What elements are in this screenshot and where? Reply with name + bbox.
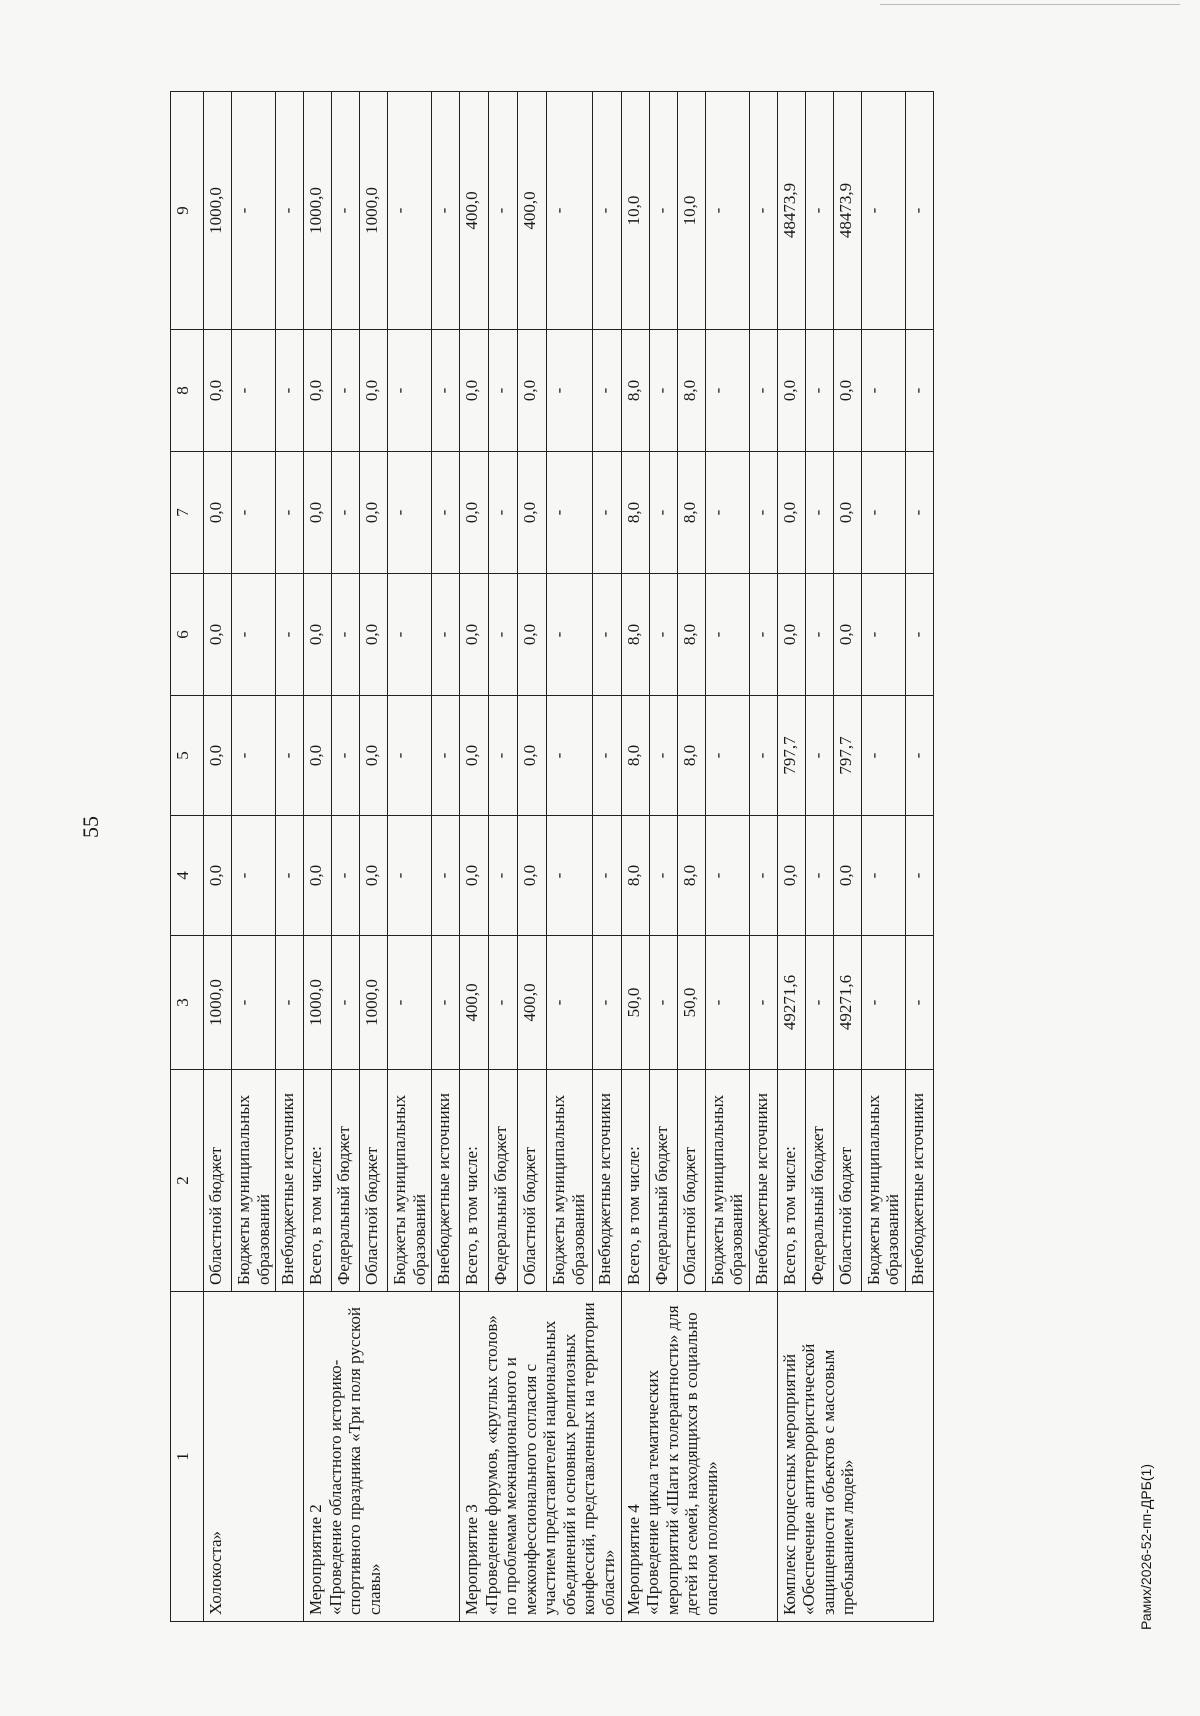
value-cell: - — [332, 574, 360, 696]
funding-source-cell: Внебюджетные источники — [749, 1070, 777, 1292]
value-cell: - — [905, 574, 933, 696]
value-cell: - — [905, 330, 933, 452]
value-cell: 0,0 — [360, 452, 388, 574]
value-cell: 1000,0 — [360, 92, 388, 330]
value-cell: - — [489, 936, 518, 1070]
value-cell: - — [905, 936, 933, 1070]
value-cell: - — [232, 816, 276, 936]
value-cell: - — [749, 574, 777, 696]
value-cell: - — [432, 330, 460, 452]
value-cell: - — [388, 92, 432, 330]
value-cell: - — [432, 696, 460, 816]
value-cell: - — [332, 92, 360, 330]
value-cell: 0,0 — [833, 816, 861, 936]
value-cell: 50,0 — [621, 936, 649, 1070]
event-name-cell: Мероприятие 3 «Проведение форумов, «круглых столов» по проблемам межнационального и межконфессионального согласия с участием представителей национальных объединений и основных религиозных конфессий, представленных на территории области» — [460, 1292, 621, 1622]
value-cell: 8,0 — [677, 574, 705, 696]
value-cell: 0,0 — [460, 574, 489, 696]
value-cell: - — [276, 816, 304, 936]
value-cell: - — [388, 574, 432, 696]
value-cell: - — [489, 452, 518, 574]
value-cell: - — [705, 816, 749, 936]
value-cell: - — [649, 92, 677, 330]
value-cell: 10,0 — [621, 92, 649, 330]
value-cell: - — [276, 92, 304, 330]
column-header: 7 — [171, 452, 204, 574]
value-cell: - — [232, 330, 276, 452]
column-header: 1 — [171, 1292, 204, 1622]
value-cell: 0,0 — [360, 574, 388, 696]
value-cell: 8,0 — [621, 574, 649, 696]
event-name-cell: Мероприятие 4 «Проведение цикла тематических мероприятий «Шаги к толерантности» для детей из семей, находящихся в социально опасном положении» — [621, 1292, 777, 1622]
value-cell: 0,0 — [777, 574, 805, 696]
value-cell: - — [805, 936, 833, 1070]
funding-source-cell: Бюджеты муниципальных образований — [705, 1070, 749, 1292]
funding-source-cell: Всего, в том числе: — [460, 1070, 489, 1292]
value-cell: - — [905, 92, 933, 330]
table-row — [777, 92, 805, 1622]
funding-source-cell: Бюджеты муниципальных образований — [388, 1070, 432, 1292]
value-cell: - — [592, 452, 621, 574]
value-cell: - — [276, 574, 304, 696]
value-cell: - — [649, 816, 677, 936]
value-cell: 0,0 — [777, 330, 805, 452]
value-cell: - — [861, 452, 905, 574]
value-cell: - — [432, 936, 460, 1070]
funding-source-cell: Областной бюджет — [518, 1070, 547, 1292]
value-cell: 0,0 — [360, 330, 388, 452]
value-cell: - — [805, 696, 833, 816]
value-cell: - — [905, 696, 933, 816]
value-cell: 8,0 — [677, 452, 705, 574]
value-cell: - — [547, 452, 593, 574]
value-cell: - — [388, 696, 432, 816]
value-cell: 1000,0 — [304, 92, 332, 330]
value-cell: 1000,0 — [204, 92, 232, 330]
value-cell: - — [489, 574, 518, 696]
value-cell: - — [861, 574, 905, 696]
value-cell: 0,0 — [304, 816, 332, 936]
value-cell: 0,0 — [304, 696, 332, 816]
value-cell: - — [705, 936, 749, 1070]
value-cell: - — [432, 816, 460, 936]
value-cell: - — [432, 92, 460, 330]
value-cell: 0,0 — [204, 574, 232, 696]
value-cell: 0,0 — [460, 816, 489, 936]
value-cell: - — [276, 330, 304, 452]
value-cell: - — [432, 452, 460, 574]
value-cell: 0,0 — [360, 816, 388, 936]
value-cell: - — [749, 92, 777, 330]
value-cell: 48473,9 — [833, 92, 861, 330]
funding-source-cell: Федеральный бюджет — [805, 1070, 833, 1292]
funding-source-cell: Областной бюджет — [360, 1070, 388, 1292]
value-cell: - — [232, 574, 276, 696]
value-cell: - — [547, 330, 593, 452]
column-header: 6 — [171, 574, 204, 696]
value-cell: - — [805, 816, 833, 936]
value-cell: 49271,6 — [833, 936, 861, 1070]
funding-source-cell: Внебюджетные источники — [592, 1070, 621, 1292]
value-cell: 10,0 — [677, 92, 705, 330]
funding-source-cell: Всего, в том числе: — [621, 1070, 649, 1292]
value-cell: - — [592, 816, 621, 936]
value-cell: - — [388, 936, 432, 1070]
column-header: 5 — [171, 696, 204, 816]
value-cell: - — [861, 696, 905, 816]
value-cell: - — [749, 696, 777, 816]
value-cell: 0,0 — [304, 574, 332, 696]
value-cell: - — [232, 936, 276, 1070]
value-cell: - — [547, 816, 593, 936]
value-cell: - — [905, 816, 933, 936]
value-cell: - — [649, 936, 677, 1070]
value-cell: 0,0 — [304, 452, 332, 574]
value-cell: 0,0 — [518, 816, 547, 936]
table-row — [460, 92, 489, 1622]
value-cell: 0,0 — [833, 574, 861, 696]
value-cell: - — [232, 696, 276, 816]
value-cell: - — [592, 92, 621, 330]
value-cell: 0,0 — [518, 696, 547, 816]
value-cell: 0,0 — [777, 452, 805, 574]
value-cell: 400,0 — [460, 92, 489, 330]
value-cell: - — [805, 574, 833, 696]
value-cell: - — [489, 696, 518, 816]
funding-source-cell: Всего, в том числе: — [777, 1070, 805, 1292]
value-cell: - — [705, 574, 749, 696]
value-cell: - — [388, 330, 432, 452]
value-cell: - — [749, 816, 777, 936]
value-cell: - — [592, 696, 621, 816]
column-header: 2 — [171, 1070, 204, 1292]
value-cell: - — [276, 936, 304, 1070]
value-cell: 0,0 — [460, 330, 489, 452]
value-cell: - — [705, 452, 749, 574]
value-cell: 8,0 — [621, 330, 649, 452]
value-cell: - — [332, 816, 360, 936]
value-cell: - — [649, 452, 677, 574]
value-cell: 8,0 — [621, 452, 649, 574]
value-cell: - — [861, 92, 905, 330]
value-cell: - — [489, 92, 518, 330]
value-cell: 50,0 — [677, 936, 705, 1070]
value-cell: - — [749, 936, 777, 1070]
table-row — [621, 92, 649, 1622]
value-cell: 8,0 — [677, 816, 705, 936]
column-header: 9 — [171, 92, 204, 330]
value-cell: 0,0 — [204, 330, 232, 452]
value-cell: - — [592, 330, 621, 452]
value-cell: - — [276, 452, 304, 574]
value-cell: - — [489, 816, 518, 936]
column-header: 3 — [171, 936, 204, 1070]
funding-source-cell: Бюджеты муниципальных образований — [547, 1070, 593, 1292]
value-cell: 48473,9 — [777, 92, 805, 330]
value-cell: - — [388, 452, 432, 574]
event-name-cell: Комплекс процессных мероприятий «Обеспечение антитеррористической защищенности объектов с массовым пребыванием людей» — [777, 1292, 933, 1622]
value-cell: 1000,0 — [304, 936, 332, 1070]
budget-table-container — [170, 92, 934, 1622]
value-cell: - — [805, 92, 833, 330]
value-cell: 400,0 — [460, 936, 489, 1070]
table-row — [304, 92, 332, 1622]
table-row — [204, 92, 232, 1622]
funding-source-cell: Внебюджетные источники — [432, 1070, 460, 1292]
budget-table — [170, 91, 934, 1622]
value-cell: 1000,0 — [204, 936, 232, 1070]
value-cell: - — [905, 452, 933, 574]
value-cell: - — [592, 936, 621, 1070]
funding-source-cell: Всего, в том числе: — [304, 1070, 332, 1292]
funding-source-cell: Бюджеты муниципальных образований — [861, 1070, 905, 1292]
value-cell: - — [332, 452, 360, 574]
value-cell: - — [705, 92, 749, 330]
value-cell: - — [705, 330, 749, 452]
table-body — [204, 92, 934, 1622]
value-cell: - — [649, 696, 677, 816]
value-cell: 0,0 — [777, 816, 805, 936]
value-cell: - — [592, 574, 621, 696]
funding-source-cell: Областной бюджет — [204, 1070, 232, 1292]
value-cell: 400,0 — [518, 92, 547, 330]
value-cell: 0,0 — [204, 696, 232, 816]
funding-source-cell: Областной бюджет — [833, 1070, 861, 1292]
value-cell: - — [805, 330, 833, 452]
event-name-cell: Мероприятие 2 «Проведение областного историко-спортивного праздника «Три поля русской славы» — [304, 1292, 460, 1622]
value-cell: - — [232, 452, 276, 574]
value-cell: - — [547, 92, 593, 330]
value-cell: 1000,0 — [360, 936, 388, 1070]
value-cell: 0,0 — [833, 330, 861, 452]
funding-source-cell: Бюджеты муниципальных образований — [232, 1070, 276, 1292]
column-header: 8 — [171, 330, 204, 452]
value-cell: 797,7 — [833, 696, 861, 816]
event-name-cell: Холокоста» — [204, 1292, 304, 1622]
value-cell: 49271,6 — [777, 936, 805, 1070]
value-cell: - — [232, 92, 276, 330]
column-header: 4 — [171, 816, 204, 936]
value-cell: - — [547, 574, 593, 696]
value-cell: - — [705, 696, 749, 816]
value-cell: 0,0 — [518, 330, 547, 452]
value-cell: 0,0 — [833, 452, 861, 574]
funding-source-cell: Внебюджетные источники — [905, 1070, 933, 1292]
value-cell: - — [861, 936, 905, 1070]
funding-source-cell: Федеральный бюджет — [332, 1070, 360, 1292]
value-cell: 400,0 — [518, 936, 547, 1070]
value-cell: 8,0 — [621, 696, 649, 816]
value-cell: - — [749, 452, 777, 574]
value-cell: - — [805, 452, 833, 574]
document-code: Рамих/2026-52-пп-ДРБ(1) — [1138, 1464, 1154, 1630]
funding-source-cell: Областной бюджет — [677, 1070, 705, 1292]
value-cell: 8,0 — [621, 816, 649, 936]
value-cell: 0,0 — [204, 452, 232, 574]
value-cell: 8,0 — [677, 330, 705, 452]
value-cell: 0,0 — [518, 574, 547, 696]
value-cell: - — [332, 936, 360, 1070]
column-number-row — [171, 92, 204, 1622]
scan-edge-line — [880, 4, 1180, 5]
value-cell: 0,0 — [460, 452, 489, 574]
value-cell: - — [861, 816, 905, 936]
funding-source-cell: Федеральный бюджет — [649, 1070, 677, 1292]
value-cell: - — [489, 330, 518, 452]
value-cell: 0,0 — [460, 696, 489, 816]
value-cell: - — [547, 936, 593, 1070]
value-cell: - — [749, 330, 777, 452]
value-cell: - — [649, 330, 677, 452]
value-cell: 0,0 — [204, 816, 232, 936]
value-cell: 0,0 — [360, 696, 388, 816]
value-cell: 0,0 — [304, 330, 332, 452]
value-cell: 0,0 — [518, 452, 547, 574]
value-cell: - — [276, 696, 304, 816]
value-cell: - — [861, 330, 905, 452]
value-cell: 8,0 — [677, 696, 705, 816]
value-cell: - — [547, 696, 593, 816]
value-cell: - — [332, 696, 360, 816]
value-cell: - — [649, 574, 677, 696]
funding-source-cell: Федеральный бюджет — [489, 1070, 518, 1292]
value-cell: - — [432, 574, 460, 696]
page-number: 55 — [78, 816, 103, 838]
value-cell: - — [332, 330, 360, 452]
value-cell: - — [388, 816, 432, 936]
value-cell: 797,7 — [777, 696, 805, 816]
funding-source-cell: Внебюджетные источники — [276, 1070, 304, 1292]
